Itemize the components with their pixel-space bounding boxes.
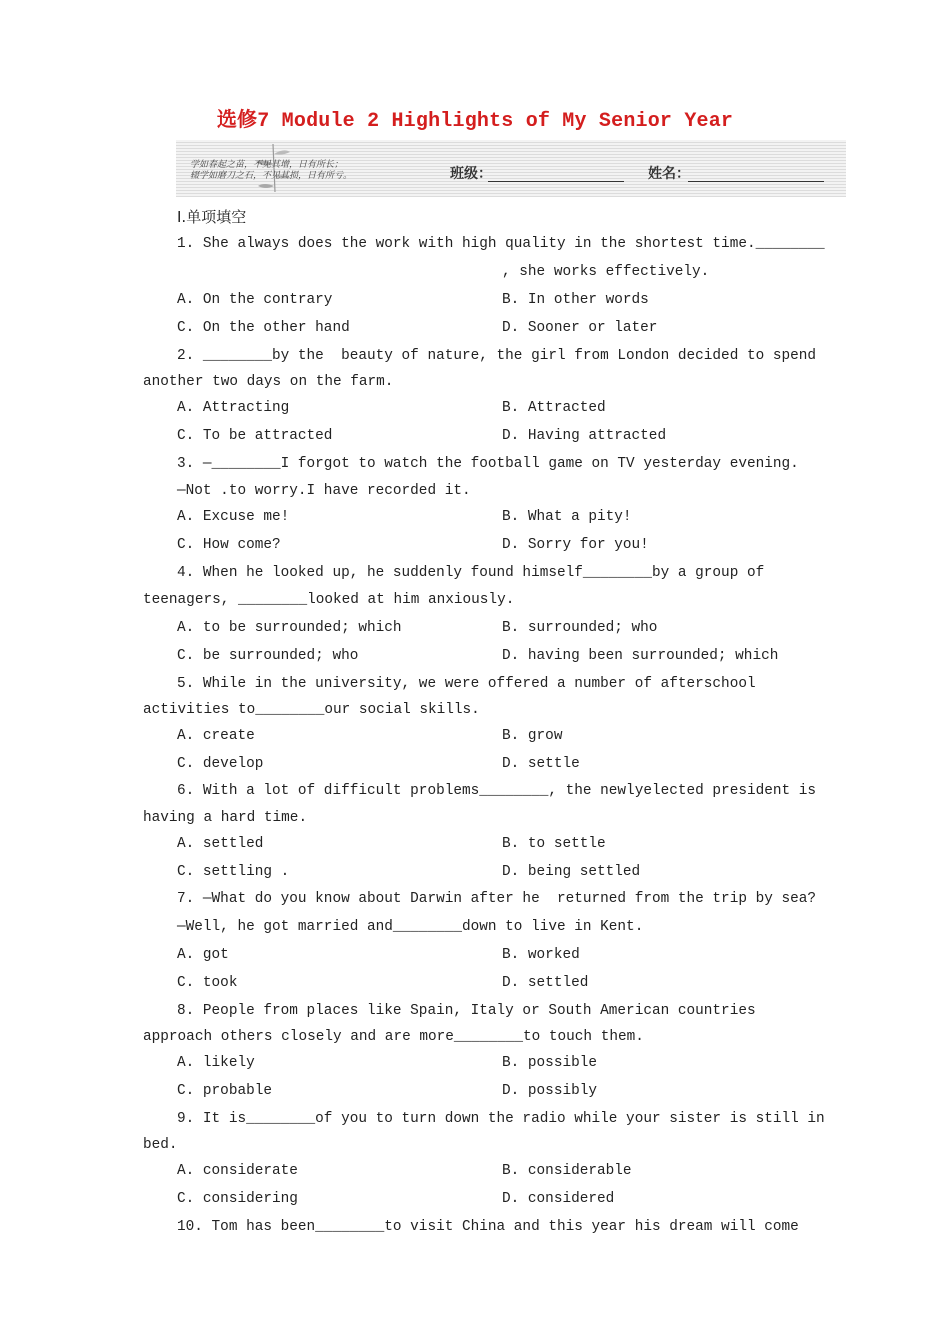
option-b: B. What a pity! — [502, 509, 632, 525]
question-7-stem-cont: —Well, he got married and________down to live in Kent. — [177, 919, 644, 935]
name-label: 姓名： — [648, 166, 690, 182]
option-c: C. On the other hand — [177, 320, 350, 336]
question-4-stem-cont: teenagers, ________looked at him anxiously. — [143, 592, 515, 608]
option-a: A. Excuse me! — [177, 509, 290, 525]
question-5-stem-cont: activities to________our social skills. — [143, 702, 480, 718]
option-c: C. settling . — [177, 864, 290, 880]
option-a: A. On the contrary — [177, 292, 333, 308]
motto — [190, 160, 352, 182]
motto-line-2: 辍学如磨刀之石，不见其损，日有所亏。 — [190, 171, 353, 181]
option-b: B. grow — [502, 728, 563, 744]
question-3-stem-cont: —Not .to worry.I have recorded it. — [177, 483, 471, 499]
option-b: B. to settle — [502, 836, 606, 852]
option-c: C. develop — [177, 756, 264, 772]
question-4-stem: 4. When he looked up, he suddenly found himself________by a group of — [177, 565, 765, 581]
question-8-stem: 8. People from places like Spain, Italy or South American countries — [177, 1003, 756, 1019]
option-c: C. How come? — [177, 537, 281, 553]
option-a: A. Attracting — [177, 400, 290, 416]
question-5-stem: 5. While in the university, we were offered a number of afterschool — [177, 676, 756, 692]
page-title: 选修7 Module 2 Highlights of My Senior Year — [216, 110, 734, 133]
option-b: B. surrounded; who — [502, 620, 658, 636]
question-10-stem: 10. Tom has been________to visit China and this year his dream will come — [177, 1219, 799, 1235]
option-d: D. settled — [502, 975, 589, 991]
option-d: D. considered — [502, 1191, 615, 1207]
option-d: D. Sorry for you! — [502, 537, 649, 553]
question-7-stem: 7. —What do you know about Darwin after he returned from the trip by sea? — [177, 891, 817, 907]
header-banner — [176, 140, 846, 197]
question-1-stem-cont: , she works effectively. — [502, 264, 710, 280]
option-a: A. considerate — [177, 1163, 298, 1179]
motto-line-1: 学如春起之苗，不见其增，日有所长； — [190, 160, 344, 170]
question-9-stem: 9. It is________of you to turn down the radio while your sister is still in — [177, 1111, 825, 1127]
question-2-stem-cont: another two days on the farm. — [143, 374, 394, 390]
option-b: B. In other words — [502, 292, 649, 308]
question-3-stem: 3. —________I forgot to watch the football game on TV yesterday evening. — [177, 456, 799, 472]
question-2-stem: 2. ________by the beauty of nature, the girl from London decided to spend — [177, 348, 817, 364]
option-c: C. be surrounded; who — [177, 648, 359, 664]
option-d: D. Sooner or later — [502, 320, 658, 336]
option-b: B. possible — [502, 1055, 597, 1071]
class-label: 班级： — [450, 166, 492, 182]
question-6-stem: 6. With a lot of difficult problems________, the newlyelected president is — [177, 783, 817, 799]
question-6-stem-cont: having a hard time. — [143, 810, 308, 826]
option-d: D. having been surrounded; which — [502, 648, 779, 664]
option-d: D. Having attracted — [502, 428, 667, 444]
question-1-stem: 1. She always does the work with high quality in the shortest time.________ — [177, 236, 825, 252]
option-c: C. To be attracted — [177, 428, 333, 444]
option-b: B. considerable — [502, 1163, 632, 1179]
option-a: A. got — [177, 947, 229, 963]
option-d: D. possibly — [502, 1083, 597, 1099]
option-c: C. probable — [177, 1083, 272, 1099]
option-a: A. settled — [177, 836, 264, 852]
option-d: D. being settled — [502, 864, 641, 880]
class-field[interactable] — [488, 181, 624, 182]
question-9-stem-cont: bed. — [143, 1137, 178, 1153]
option-a: A. create — [177, 728, 255, 744]
question-8-stem-cont: approach others closely and are more________to touch them. — [143, 1029, 644, 1045]
name-field[interactable] — [688, 181, 824, 182]
option-d: D. settle — [502, 756, 580, 772]
option-a: A. to be surrounded; which — [177, 620, 402, 636]
option-b: B. worked — [502, 947, 580, 963]
option-b: B. Attracted — [502, 400, 606, 416]
section-heading: Ⅰ.单项填空 — [177, 208, 247, 226]
option-c: C. took — [177, 975, 238, 991]
option-c: C. considering — [177, 1191, 298, 1207]
option-a: A. likely — [177, 1055, 255, 1071]
